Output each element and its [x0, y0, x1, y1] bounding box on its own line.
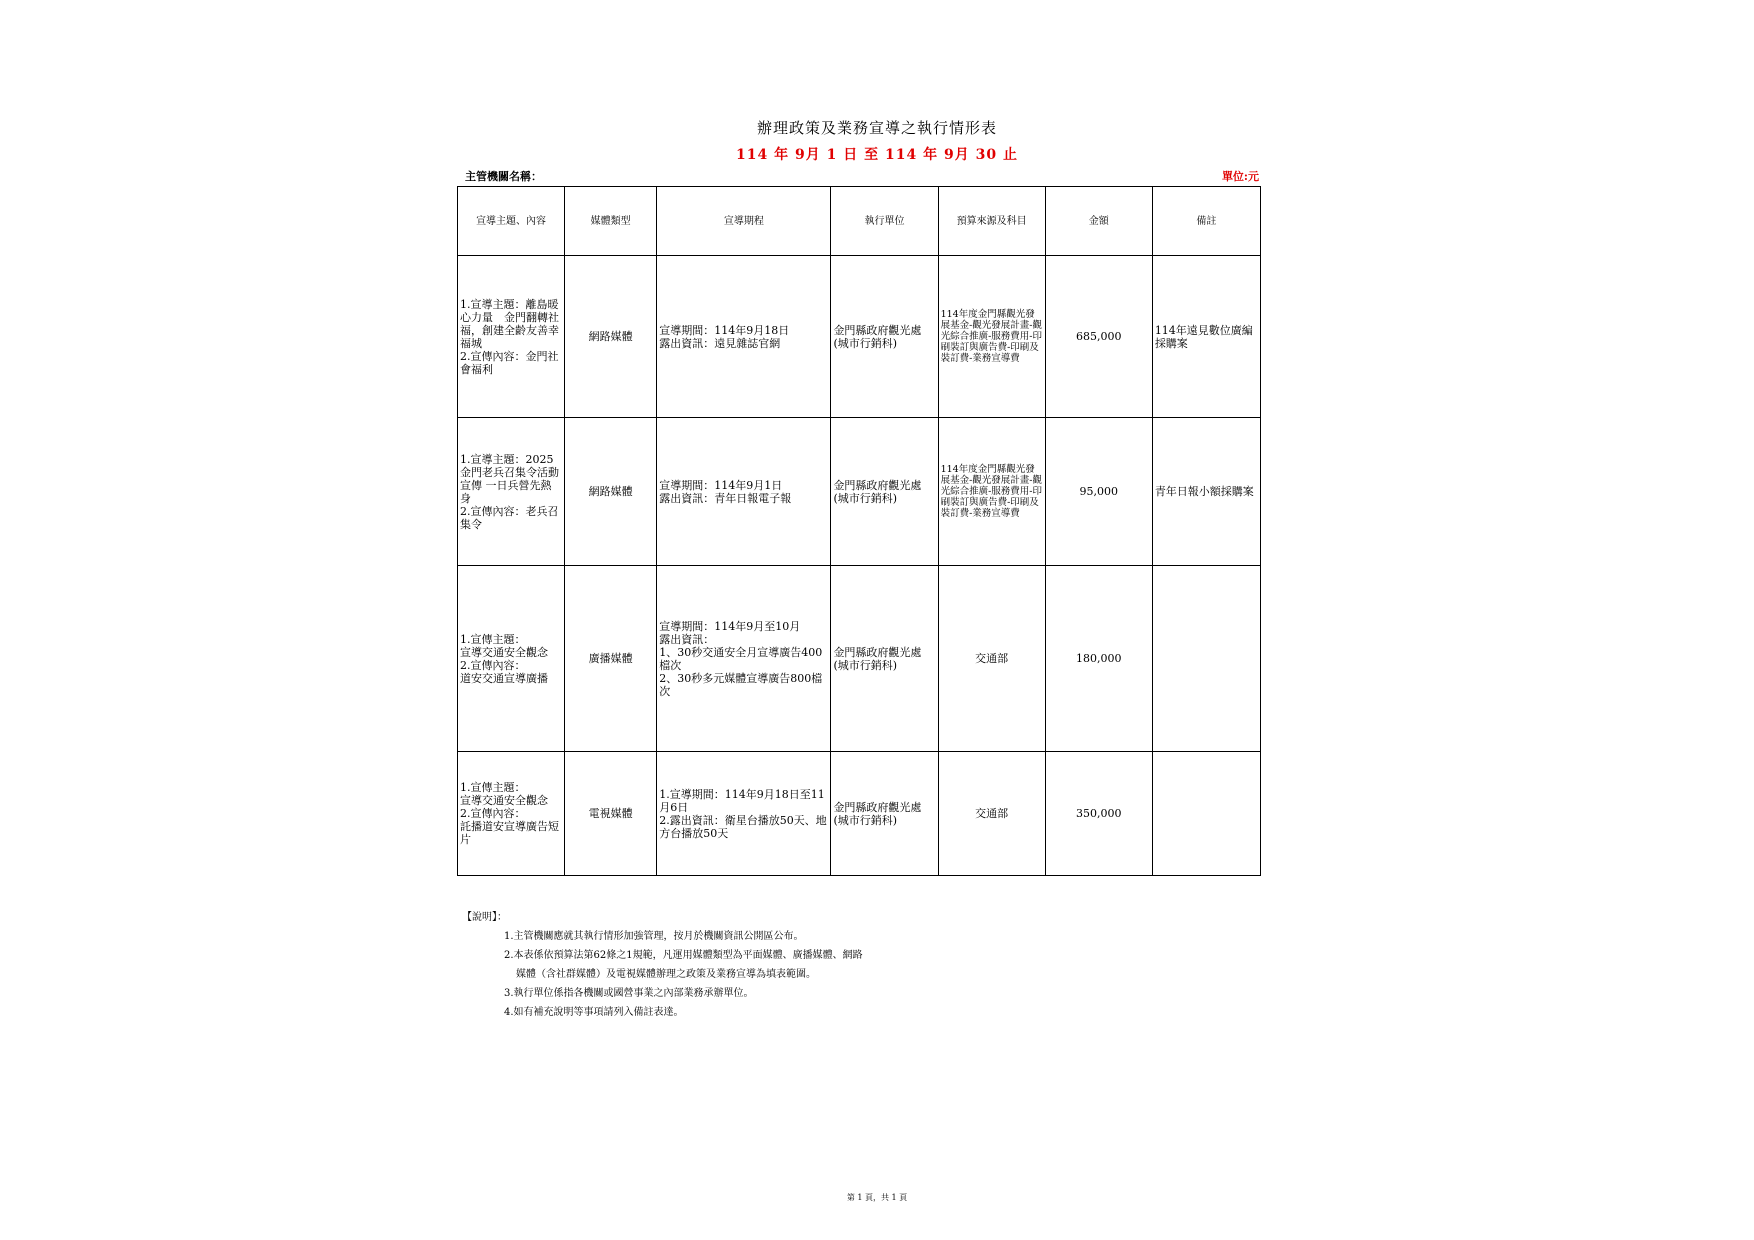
- notes-section: [462, 908, 863, 1022]
- cell-unit: 金門縣政府觀光處(城市行銷科): [831, 566, 938, 752]
- cell-unit: 金門縣政府觀光處(城市行銷科): [831, 418, 938, 566]
- cell-budget: 114年度金門縣觀光發展基金-觀光發展計畫-觀光綜合推廣-服務費用-印刷裝訂與廣告費-印刷及裝訂費-業務宣導費: [938, 256, 1045, 418]
- notes-label: 【說明】：: [462, 912, 507, 923]
- cell-topic: 1.宣導主題：離島暖心力量 金門翻轉社福，創建全齡友善幸福城 2.宣傳內容：金門社會福利: [458, 256, 565, 418]
- table-row: [458, 418, 1261, 566]
- cell-note: 114年遠見數位廣編採購案: [1152, 256, 1260, 418]
- cell-unit: 金門縣政府觀光處(城市行銷科): [831, 256, 938, 418]
- reporting-period: 114 年 9月 1 日 至 114 年 9月 30 止: [736, 147, 1018, 163]
- cell-schedule: 宣導期間：114年9月18日 露出資訊：遠見雜誌官網: [657, 256, 831, 418]
- cell-topic: 1.宣導主題：2025金門老兵召集令活動宣傳 一日兵營先熱身 2.宣傳內容：老兵召集令: [458, 418, 565, 566]
- unit-label: 單位:元: [1221, 170, 1259, 183]
- table-row: [458, 256, 1261, 418]
- note-item: 媒體（含社群媒體）及電視媒體辦理之政策及業務宣導為填表範圍。: [516, 969, 816, 980]
- cell-schedule: 宣導期間：114年9月1日 露出資訊：青年日報電子報: [657, 418, 831, 566]
- note-item: 3.執行單位係指各機關或國營事業之內部業務承辦單位。: [504, 988, 754, 999]
- cell-budget: 交通部: [938, 752, 1045, 876]
- cell-note: [1152, 566, 1260, 752]
- cell-media: 廣播媒體: [565, 566, 657, 752]
- cell-budget: 交通部: [938, 566, 1045, 752]
- cell-amount: 685,000: [1045, 256, 1152, 418]
- header-note: 備註: [1152, 187, 1260, 256]
- cell-media: 電視媒體: [565, 752, 657, 876]
- agency-label: 主管機關名稱：: [465, 170, 542, 183]
- page-footer: 第 1 頁，共 1 頁: [846, 1193, 908, 1202]
- table-row: [458, 566, 1261, 752]
- note-item: 4.如有補充說明等事項請列入備註表達。: [504, 1007, 684, 1018]
- execution-table: [457, 186, 1261, 876]
- cell-topic: 1.宣傳主題： 宣導交通安全觀念 2.宣傳內容： 託播道安宣導廣告短片: [458, 752, 565, 876]
- header-media: 媒體類型: [565, 187, 657, 256]
- cell-note: [1152, 752, 1260, 876]
- cell-unit: 金門縣政府觀光處(城市行銷科): [831, 752, 938, 876]
- cell-amount: 180,000: [1045, 566, 1152, 752]
- cell-note: 青年日報小額採購案: [1152, 418, 1260, 566]
- note-item: 1.主管機關應就其執行情形加強管理，按月於機關資訊公開區公布。: [504, 931, 804, 942]
- cell-schedule: 宣導期間：114年9月至10月 露出資訊： 1、30秒交通安全月宣導廣告400檔次 2、30秒多元媒體宣導廣告800檔次: [657, 566, 831, 752]
- header-topic: 宣導主題、內容: [458, 187, 565, 256]
- cell-media: 網路媒體: [565, 418, 657, 566]
- cell-topic: 1.宣傳主題： 宣導交通安全觀念 2.宣傳內容： 道安交通宣導廣播: [458, 566, 565, 752]
- header-budget: 預算來源及科目: [938, 187, 1045, 256]
- cell-schedule: 1.宣導期間：114年9月18日至11月6日 2.露出資訊：衛星台播放50天、地方台播放50天: [657, 752, 831, 876]
- header-schedule: 宣導期程: [657, 187, 831, 256]
- cell-amount: 350,000: [1045, 752, 1152, 876]
- cell-amount: 95,000: [1045, 418, 1152, 566]
- document-title: 辦理政策及業務宣導之執行情形表: [756, 119, 997, 137]
- cell-budget: 114年度金門縣觀光發展基金-觀光發展計畫-觀光綜合推廣-服務費用-印刷裝訂與廣告費-印刷及裝訂費-業務宣導費: [938, 418, 1045, 566]
- header-unit: 執行單位: [831, 187, 938, 256]
- table-header-row: [458, 187, 1261, 256]
- cell-media: 網路媒體: [565, 256, 657, 418]
- table-row: [458, 752, 1261, 876]
- header-amount: 金額: [1045, 187, 1152, 256]
- note-item: 2.本表係依預算法第62條之1規範，凡運用媒體類型為平面媒體、廣播媒體、網路: [504, 950, 863, 961]
